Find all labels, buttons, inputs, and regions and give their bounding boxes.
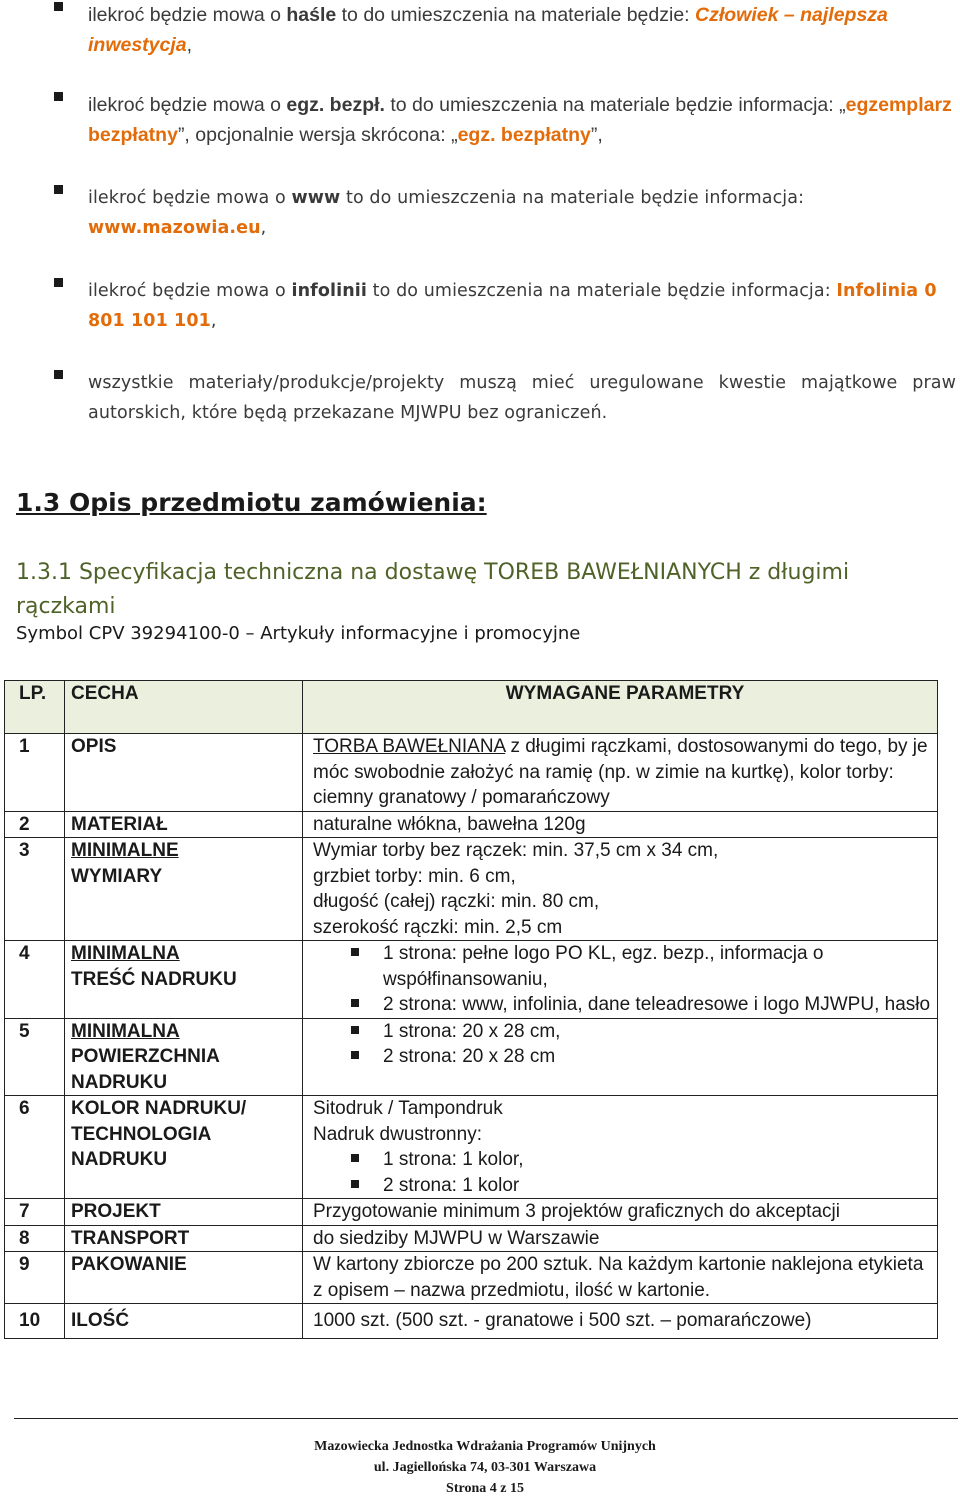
spec-table [4,680,938,1339]
header-params: WYMAGANE PARAMETRY [303,681,938,734]
table-row [5,1199,938,1226]
row-param [303,734,938,812]
row-cecha: MATERIAŁ [65,811,303,838]
bullet-text: to do umieszczenia na materiale będzie informacja: „ [384,94,846,116]
row-cecha [65,1018,303,1096]
header-cecha: CECHA [65,681,303,734]
bullet-text: ilekroć będzie mowa o [88,94,287,116]
row-lp: 6 [5,1096,65,1199]
bullet-keyword: egz. bezpł. [286,94,385,116]
table-row [5,1252,938,1304]
row-param: naturalne włókna, bawełna 120g [303,811,938,838]
bullet-item-infolinia [88,276,956,336]
bullet-keyword: haśle [286,4,337,26]
bullet-item-prawa: wszystkie materiały/produkcje/projekty muszą mieć uregulowane kwestie majątkowe praw autorskich, które będą przekazane MJWPU bez ograniczeń. [88,368,956,428]
cecha-text: POWIERZCHNIA NADRUKU [71,1046,220,1093]
bullet-text: , [210,311,217,331]
row-lp: 3 [5,838,65,941]
row-cecha: KOLOR NADRUKU/ TECHNOLOGIA NADRUKU [65,1096,303,1199]
table-row [5,1018,938,1096]
cpv-symbol: Symbol CPV 39294100-0 – Artykuły informacyjne i promocyjne [16,623,581,644]
bullet-text: to do umieszczenia na materiale będzie: [336,4,695,26]
bullet-text: , [260,218,267,238]
param-list [313,1147,937,1198]
row-lp: 5 [5,1018,65,1096]
row-lp: 2 [5,811,65,838]
bullet-value: www.mazowia.eu [88,218,261,238]
row-cecha [65,941,303,1019]
param-line: długość (całej) rączki: min. 80 cm, [313,891,600,912]
cecha-text: TREŚĆ NADRUKU [71,968,237,990]
param-list [313,1019,937,1070]
bullet-text: ilekroć będzie mowa o [88,281,292,301]
cecha-underlined: MINIMALNA [71,1020,180,1042]
row-cecha: TRANSPORT [65,1225,303,1252]
footer-org: Mazowiecka Jednostka Wdrażania Programów Unijnych [314,1439,656,1454]
list-item: 2 strona: 20 x 28 cm [313,1044,937,1070]
row-param: Przygotowanie minimum 3 projektów graficznych do akceptacji [303,1199,938,1226]
bullet-value: Człowiek – najlepsza inwestycja [88,4,888,56]
header-lp: LP. [5,681,65,734]
row-cecha [65,838,303,941]
section-heading: 1.3 Opis przedmiotu zamówienia: [16,488,487,517]
table-row [5,1304,938,1339]
row-cecha: OPIS [65,734,303,812]
table-row [5,941,938,1019]
row-param: 1000 szt. (500 szt. - granatowe i 500 szt. – pomarańczowe) [303,1304,938,1339]
row-param [303,838,938,941]
page-footer [200,1436,770,1499]
footer-address: ul. Jagiellońska 74, 03-301 Warszawa [373,1460,597,1475]
bullet-value: egzemplarz bezpłatny [88,94,952,146]
bullet-text: , [186,34,193,56]
param-line: Wymiar torby bez rączek: min. 37,5 cm x 34 cm, [313,840,719,861]
bullet-keyword: www [291,188,341,208]
row-cecha: PAKOWANIE [65,1252,303,1304]
param-line: Nadruk dwustronny: [313,1123,482,1145]
bullet-text: ”, [590,124,603,146]
row-lp: 7 [5,1199,65,1226]
bullet-text: ilekroć będzie mowa o [88,188,292,208]
row-lp: 9 [5,1252,65,1304]
footer-divider [14,1418,958,1419]
section-subheading: 1.3.1 Specyfikacja techniczna na dostawę TOREB BAWEŁNIANYCH z długimi rączkami [16,560,850,619]
param-text: z długimi rączkami, dostosowanymi do tego, by je móc swobodnie założyć na ramię (np. w zimie na kurtkę), kolor torby: ciemny granatowy / pomarańczowy [313,736,928,808]
list-item: 1 strona: 1 kolor, [313,1147,937,1173]
table-row [5,734,938,812]
bullet-item-egz-bezpl [88,90,956,150]
bullet-text: to do umieszczenia na materiale będzie informacja: [340,188,805,208]
list-item: 2 strona: www, infolinia, dane teleadresowe i logo MJWPU, hasło [313,992,937,1018]
bullet-text: ilekroć będzie mowa o [88,4,287,26]
param-line: szerokość rączki: min. 2,5 cm [313,916,563,938]
row-param: W kartony zbiorcze po 200 sztuk. Na każdym kartonie naklejona etykieta z opisem – nazwa przedmiotu, ilość w kartonie. [303,1252,938,1304]
param-underlined: TORBA BAWEŁNIANA [313,736,506,757]
row-cecha: ILOŚĆ [65,1304,303,1339]
cecha-text: WYMIARY [71,865,163,887]
row-param [303,941,938,1019]
table-row [5,811,938,838]
bullet-text: ”, opcjonalnie wersja skrócona: „ [177,124,458,146]
footer-page-number: Strona 4 z 15 [446,1481,524,1496]
bullet-value: Infolinia 0 801 101 101 [88,281,937,331]
row-lp: 1 [5,734,65,812]
table-header-row [5,681,938,734]
list-item: 1 strona: pełne logo PO KL, egz. bezp., informacja o współfinansowaniu, [313,941,937,992]
list-item: 2 strona: 1 kolor [313,1173,937,1199]
row-param: do siedziby MJWPU w Warszawie [303,1225,938,1252]
row-param [303,1096,938,1199]
bullet-item-www [88,183,956,243]
param-list [313,941,937,1018]
row-lp: 10 [5,1304,65,1339]
table-row [5,838,938,941]
row-lp: 4 [5,941,65,1019]
bullet-value: egz. bezpłatny [457,124,591,146]
list-item: 1 strona: 20 x 28 cm, [313,1019,937,1045]
table-row [5,1225,938,1252]
row-lp: 8 [5,1225,65,1252]
cecha-underlined: MINIMALNE [71,840,179,861]
bullet-item-haslo [88,0,956,60]
param-line: Sitodruk / Tampondruk [313,1098,503,1119]
bullet-text: to do umieszczenia na materiale będzie informacja: [366,281,837,301]
table-row [5,1096,938,1199]
bullet-keyword: infolinii [291,281,367,301]
cecha-underlined: MINIMALNA [71,943,180,964]
row-cecha: PROJEKT [65,1199,303,1226]
param-line: grzbiet torby: min. 6 cm, [313,865,516,887]
row-param [303,1018,938,1096]
